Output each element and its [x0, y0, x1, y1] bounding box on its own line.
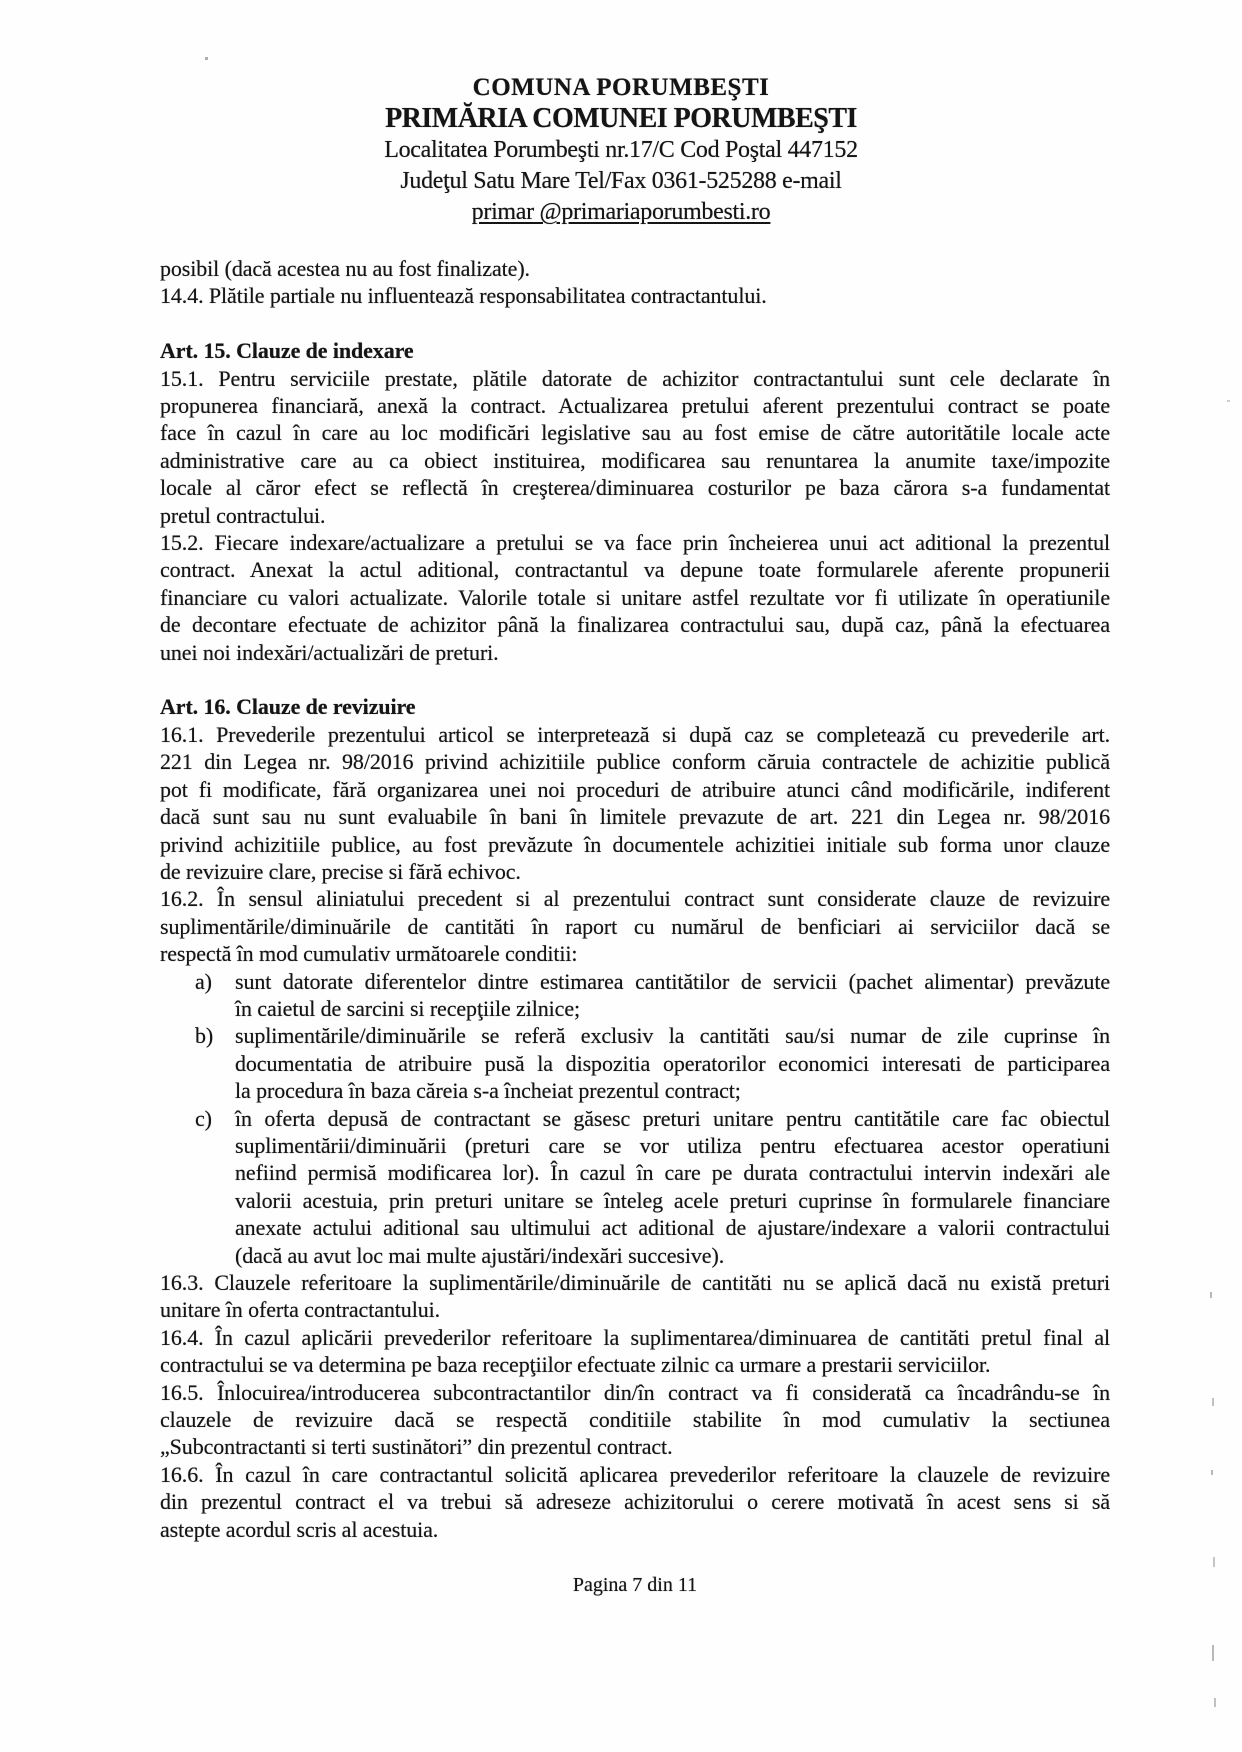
text-line: 16.1. Prevederile prezentului articol se interpretează si după caz se completează cu prevederile art. [160, 721, 1110, 747]
text-line: unei noi indexări/actualizări de preturi. [160, 639, 499, 665]
text-line: 16.3. Clauzele referitoare la suplimentările/diminuările de cantităti nu se aplică dacă nu există preturi [160, 1270, 1110, 1295]
list-item [160, 1105, 1110, 1269]
scan-artifact [1213, 1557, 1215, 1567]
text-line: financiare cu valori actualizate. Valorile totale si unitare astfel rezultate vor fi utilizate în operatiunile [160, 584, 1110, 610]
text-line: valorii acestuia, prin preturi unitare se înteleg acele preturi cuprinse în formularele financiare [235, 1187, 1110, 1213]
paragraph [160, 255, 1110, 282]
text-line: 221 din Legea nr. 98/2016 privind achizitiile publice conform căruia contractele de achizitie publică [160, 749, 1110, 775]
section-heading: Art. 16. Clauze de revizuire [160, 694, 416, 720]
text-line: în oferta depusă de contractant se găsesc preturi unitare pentru cantitătile care fac obiectul [235, 1105, 1110, 1131]
text-line: contract. Anexat la actul aditional, contractantul va depune toate formularele aferente propunerii [160, 557, 1110, 583]
text-line: unitare în oferta contractantului. [160, 1297, 441, 1323]
text-line: 16.6. În cazul în care contractantul solicită aplicarea prevederilor referitoare la clauzele de revizuire [160, 1461, 1110, 1487]
text-line: 15.1. Pentru serviciile prestate, plătile datorate de achizitor contractantului sunt cele declarate în [160, 365, 1110, 391]
list-item [160, 1022, 1110, 1104]
text-line: din prezentul contract el va trebui să adreseze achizitorului o cerere motivată în acest sens si să [160, 1489, 1110, 1515]
list-marker: a) [195, 968, 212, 994]
text-line: suplimentării/diminuării (preturi care se vor utiliza pentru efectuarea acestor operatiuni [235, 1132, 1110, 1158]
text-line: suplimentările/diminuările se referă exclusiv la cantităti sau/si numar de zile cuprinse în [235, 1023, 1110, 1049]
text-line: pot fi modificate, fără organizarea unei noi proceduri de atribuire atunci când modificările, indiferent [160, 776, 1110, 802]
paragraph [160, 1269, 1110, 1324]
text-line: posibil (dacă acestea nu au fost finalizate). [160, 256, 530, 281]
paragraph [160, 282, 1110, 309]
page-number: Pagina 7 din 11 [572, 1574, 698, 1596]
text-line: în caietul de sarcini si recepţiile zilnice; [235, 995, 581, 1021]
letterhead-contact: Judeţul Satu Mare Tel/Fax 0361-525288 e-mail [400, 168, 842, 194]
text-line: clauzele de revizuire dacă se respectă conditiile stabilite în mod cumulativ la sectiunea [160, 1407, 1110, 1433]
scan-artifact [1212, 1398, 1214, 1406]
text-line: dacă sunt sau nu sunt evaluabile în bani în limitele prevazute de art. 221 din Legea nr. 98/2016 [160, 804, 1110, 830]
paragraph [160, 1461, 1110, 1543]
letterhead-commune-name: COMUNA PORUMBEŞTI [472, 74, 770, 101]
paragraph-gap [160, 666, 1110, 693]
text-line: documentatia de atribuire pusă la dispozitia operatorilor economici interesati de participarea [235, 1050, 1110, 1076]
text-line: propunerea financiară, anexă la contract. Actualizarea pretului aferent prezentului contract se poate [160, 393, 1110, 419]
text-line: anexate actului aditional sau ultimului act aditional de ajustare/indexare a valorii contractului [235, 1215, 1110, 1241]
scan-artifact [1227, 400, 1230, 402]
letterhead-email: primar @primariaporumbesti.ro [471, 199, 771, 225]
scan-artifact [1212, 1645, 1214, 1661]
letterhead-office-name: PRIMĂRIA COMUNEI PORUMBEŞTI [385, 103, 857, 134]
text-line: respectă în mod cumulativ următoarele conditii: [160, 941, 578, 967]
text-line: 16.5. Înlocuirea/introducerea subcontractantilor din/în contract va fi considerată ca încadrându-se în [160, 1379, 1110, 1405]
text-line: privind achizitiile publice, au fost prevăzute în documentele achizitiei initiale sub forma unor clauze [160, 831, 1110, 857]
text-line: administrative care au ca obiect instituirea, modificarea sau renuntarea la anumite taxe/impozite [160, 447, 1110, 473]
list-marker: c) [195, 1105, 212, 1131]
list-item [160, 968, 1110, 1023]
scan-artifact [1211, 1470, 1213, 1475]
paragraph [160, 885, 1110, 967]
text-line: (dacă au avut loc mai multe ajustări/indexări succesive). [235, 1242, 725, 1268]
paragraph [160, 721, 1110, 885]
text-line: de decontare efectuate de achizitor până la finalizarea contractului sau, după caz, până la efectuarea [160, 612, 1110, 638]
section-heading: Art. 15. Clauze de indexare [160, 338, 414, 364]
paragraph [160, 365, 1110, 529]
paragraph [160, 1324, 1110, 1379]
text-line: pretul contractului. [160, 502, 326, 528]
text-line: la procedura în baza căreia s-a încheiat prezentul contract; [235, 1078, 741, 1104]
paragraph-gap [160, 310, 1110, 337]
paragraph [160, 529, 1110, 666]
document-body [160, 255, 1110, 1543]
text-line: face în cazul în care au loc modificări legislative sau au fost emise de către autoritătile locale acte [160, 420, 1110, 446]
list-marker: b) [195, 1023, 214, 1049]
letterhead [0, 72, 1242, 228]
letterhead-address: Localitatea Porumbeşti nr.17/C Cod Poştal 447152 [384, 137, 858, 163]
text-line: sunt datorate diferentelor dintre estimarea cantitătilor de servicii (pachet alimentar) prevăzute [235, 968, 1110, 994]
scan-artifact [205, 57, 208, 60]
scan-artifact [1210, 1292, 1212, 1298]
text-line: 16.4. În cazul aplicării prevederilor referitoare la suplimentarea/diminuarea de cantităti pretul final al [160, 1324, 1110, 1350]
text-line: „Subcontractanti si terti sustinători” din prezentul contract. [160, 1434, 673, 1460]
text-line: 16.2. În sensul aliniatului precedent si al prezentului contract sunt considerate clauze de revizuire [160, 886, 1110, 912]
paragraph [160, 1379, 1110, 1461]
text-line: nefiind permisă modificarea lor). În cazul în care pe durata contractului intervin indexări ale [235, 1160, 1110, 1186]
text-line: 15.2. Fiecare indexare/actualizare a pretului se va face prin încheierea unui act aditional la prezentul [160, 530, 1110, 556]
text-line: 14.4. Plătile partiale nu influentează responsabilitatea contractantului. [160, 283, 767, 309]
scan-artifact [1214, 1698, 1216, 1707]
text-line: contractului se va determina pe baza recepţiilor efectuate zilnic ca urmare a prestarii serviciilor. [160, 1352, 991, 1378]
text-line: de revizuire clare, precise si fără echivoc. [160, 858, 521, 884]
text-line: suplimentările/diminuările de cantităti în raport cu numărul de benficiari ai serviciilor dacă se [160, 913, 1110, 939]
text-line: locale al căror efect se reflectă în creşterea/diminuarea costurilor pe baza cărora s-a fundamentat [160, 475, 1110, 501]
text-line: astepte acordul scris al acestuia. [160, 1516, 439, 1542]
